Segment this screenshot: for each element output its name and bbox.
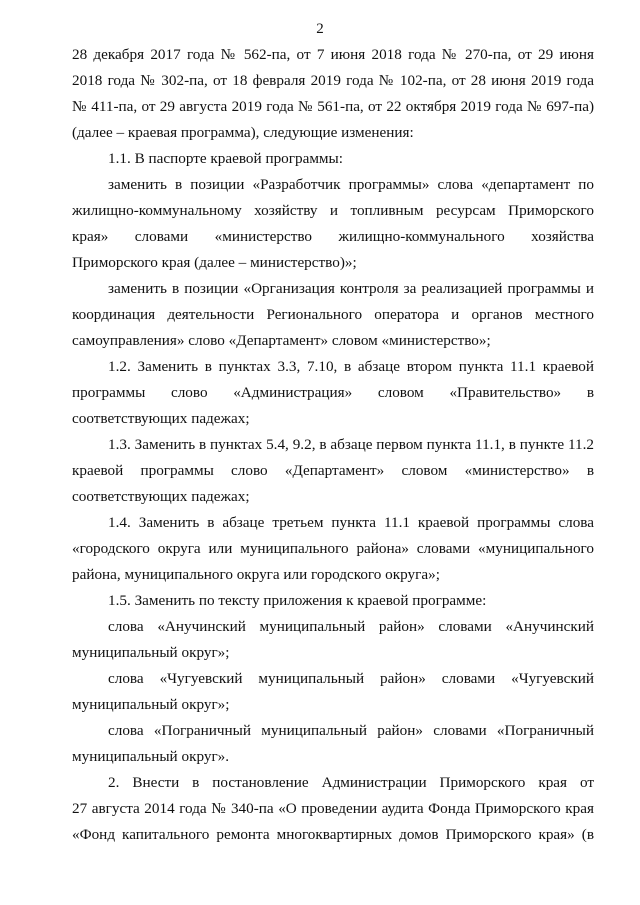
- text-line: 28 декабря 2017 года № 562-па, от 7 июня 2018 года № 270-па, от 29 июня: [72, 46, 594, 63]
- text-line: слова «Пограничный муниципальный район» словами «Пограничный: [108, 722, 594, 739]
- text-line: программы слово «Администрация» словом «Правительство» в: [72, 384, 594, 401]
- text-line: соответствующих падежах;: [72, 488, 250, 505]
- text-line: Приморского края (далее – министерство)»;: [72, 254, 357, 271]
- text-line: заменить в позиции «Организация контроля за реализацией программы и: [108, 280, 594, 297]
- text-line: края» словами «министерство жилищно-коммунального хозяйства: [72, 228, 594, 245]
- text-line: 2018 года № 302-па, от 18 февраля 2019 года № 102-па, от 28 июня 2019 года: [72, 72, 594, 89]
- text-line: 2. Внести в постановление Администрации Приморского края от: [108, 774, 594, 791]
- text-line: самоуправления» слово «Департамент» словом «министерство»;: [72, 332, 491, 349]
- text-line: «Фонд капитального ремонта многоквартирных домов Приморского края» (в: [72, 826, 594, 843]
- text-line: 1.5. Заменить по тексту приложения к краевой программе:: [108, 592, 487, 609]
- text-line: муниципальный округ».: [72, 748, 230, 765]
- text-line: № 411-па, от 29 августа 2019 года № 561-па, от 22 октября 2019 года № 697-па): [72, 98, 594, 115]
- text-line: 1.1. В паспорте краевой программы:: [108, 150, 343, 167]
- text-line: муниципальный округ»;: [72, 696, 230, 713]
- page-number: 2: [316, 21, 324, 37]
- text-line: 27 августа 2014 года № 340-па «О проведении аудита Фонда Приморского края: [72, 800, 594, 817]
- text-line: 1.3. Заменить в пунктах 5.4, 9.2, в абзаце первом пункта 11.1, в пункте 11.2: [108, 436, 594, 453]
- text-line: «городского округа или муниципального района» словами «муниципального: [72, 540, 594, 557]
- text-line: (далее – краевая программа), следующие изменения:: [72, 124, 414, 141]
- text-line: 1.2. Заменить в пунктах 3.3, 7.10, в абзаце втором пункта 11.1 краевой: [108, 358, 594, 375]
- document-body: [72, 42, 594, 848]
- text-line: заменить в позиции «Разработчик программы» слова «департамент по: [108, 176, 594, 193]
- text-line: жилищно-коммунальному хозяйству и топливным ресурсам Приморского: [72, 202, 594, 219]
- text-line: муниципальный округ»;: [72, 644, 230, 661]
- text-line: краевой программы слово «Департамент» словом «министерство» в: [72, 462, 594, 479]
- text-line: слова «Анучинский муниципальный район» словами «Анучинский: [108, 618, 594, 635]
- text-line: координация деятельности Регионального оператора и органов местного: [72, 306, 594, 323]
- text-line: района, муниципального округа или городского округа»;: [72, 566, 440, 583]
- text-line: 1.4. Заменить в абзаце третьем пункта 11.1 краевой программы слова: [108, 514, 594, 531]
- text-line: соответствующих падежах;: [72, 410, 250, 427]
- text-line: слова «Чугуевский муниципальный район» словами «Чугуевский: [108, 670, 594, 687]
